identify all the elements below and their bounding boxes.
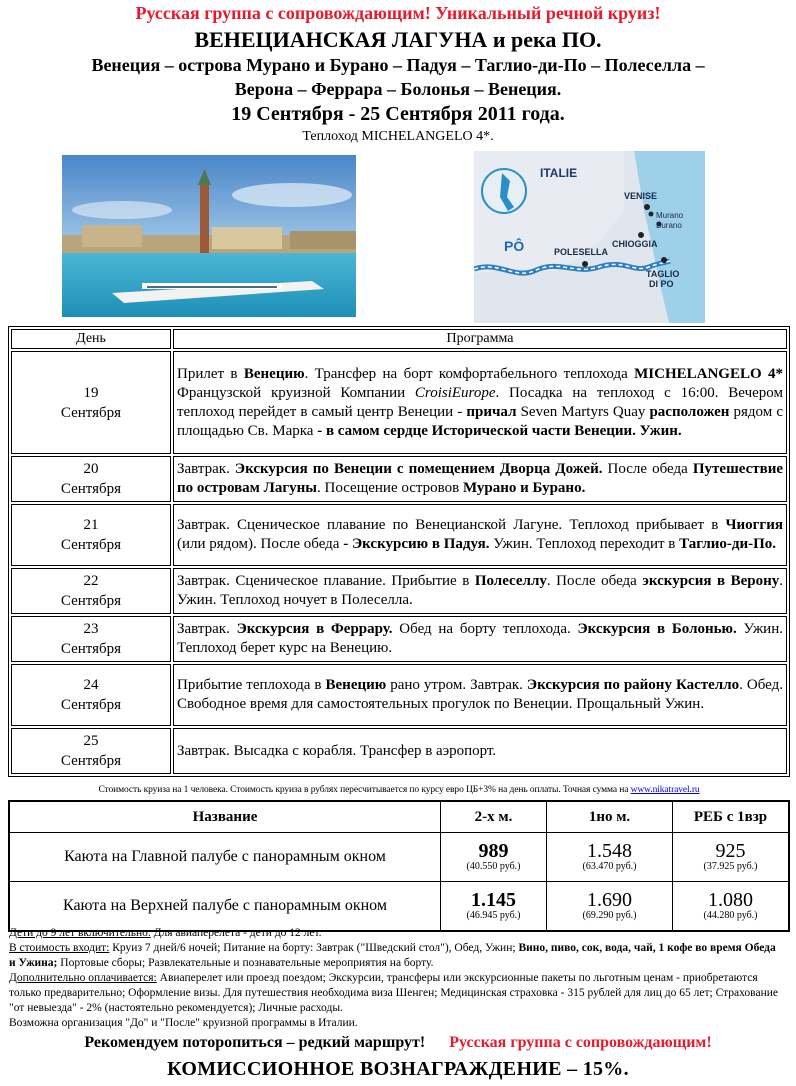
price-col-single: 1но м. (547, 801, 673, 833)
price-cell: 925 (37.925 руб.) (673, 833, 790, 882)
price-col-double: 2-х м. (441, 801, 547, 833)
program-cell: Завтрак. Сценическое плавание по Венецианской Лагуне. Теплоход прибывает в Чиоггия (или рядом). После обеда - Экскурсию в Падуя. Ужин. Теплоход переходит в Таглио-ди-По. (173, 504, 787, 566)
program-cell: Завтрак. Сценическое плавание. Прибытие в Полеселлу. После обеда экскурсия в Верону. Ужин. Теплоход ночует в Полеселла. (173, 568, 787, 614)
map-city-taglio: TAGLIO (646, 269, 680, 279)
day-cell: 20 Сентября (11, 456, 171, 502)
col-day-header: День (11, 329, 171, 349)
day-cell: 23 Сентября (11, 616, 171, 662)
map-country: ITALIE (540, 166, 578, 180)
map-city-dipo: DI PO (649, 279, 674, 289)
route-line-1: Венеция – острова Мурано и Бурано – Падуя – Таглио-ди-По – Полеселла – (91, 55, 705, 75)
map-city-burano: Burano (656, 221, 682, 230)
program-cell: Завтрак. Высадка с корабля. Трансфер в аэропорт. (173, 728, 787, 774)
table-row (11, 504, 787, 566)
tagline: Русская группа с сопровождающим! Уникальный речной круиз! (135, 3, 661, 23)
day-cell: 25 Сентября (11, 728, 171, 774)
price-cell: 1.690 (69.290 руб.) (547, 882, 673, 932)
included-note: В стоимость входит: Круиз 7 дней/6 ночей; Питание на борту: Завтрак ("Шведский стол"), Обед, Ужин; Вино, пиво, сок, вода, чай, 1 кофе во время Обеда и Ужина; Портовые сборы; Развлекательные и познавательные мероприятия на борту. (9, 942, 776, 969)
commission: КОМИССИОННОЕ ВОЗНАГРАЖДЕНИЕ – 15%. (167, 1058, 629, 1080)
table-row (11, 568, 787, 614)
possible-note: Возможна организация "До" и "После" круизной программы в Италии. (9, 1017, 358, 1029)
site-link[interactable]: www.nikatravel.ru (630, 785, 700, 795)
map-river: PÔ (504, 238, 525, 254)
table-row (11, 456, 787, 502)
map-city-murano: Murano (656, 211, 684, 220)
route-line-2: Верона – Феррара – Болонья – Венеция. (234, 79, 562, 99)
map-city-venise: VENISE (624, 191, 658, 201)
program-cell: Завтрак. Экскурсия в Феррару. Обед на борту теплохода. Экскурсия в Болонью. Ужин. Теплоход берет курс на Венецию. (173, 616, 787, 662)
program-cell: Прилет в Венецию. Трансфер на борт комфортабельного теплохода MICHELANGELO 4* Французской круизной Компании CroisiEurope. Посадка на теплоход с 16:00. Вечером теплоход перейдет в самый центр Венеции - причал Seven Martyrs Quay расположен рядом с площадью Св. Марка - в самом сердце Исторической части Венеции. Ужин. (173, 351, 787, 454)
cabin-name: Каюта на Главной палубе с панорамным окном (9, 833, 441, 882)
venice-photo (62, 155, 356, 317)
day-cell: 19 Сентября (11, 351, 171, 454)
children-note: Дети до 9 лет включительно. Для авиаперелета - дети до 12 лет. (9, 927, 322, 939)
program-table (8, 326, 790, 777)
page-title: ВЕНЕЦИАНСКАЯ ЛАГУНА и река ПО. (194, 27, 602, 52)
day-cell: 21 Сентября (11, 504, 171, 566)
table-row (11, 728, 787, 774)
extra-note: Дополнительно оплачивается: Авиаперелет или проезд поездом; Экскурсии, трансферы или экскурсионные пакеты по льготным ценам - приобретаются только предварительно; Оформление визы. Для путешествия необходима виза Шенген; Медицинская страховка - 315 рублей для лиц до 65 лет; Страхование "от невыезда" - 2% (настоятельно рекомендуется); Личные расходы. (9, 972, 778, 1014)
program-cell: Прибытие теплохода в Венецию рано утром. Завтрак. Экскурсия по району Кастелло. Обед. Свободное время для самостоятельных прогулок по Венеции. Прощальный Ужин. (173, 664, 787, 726)
col-program-header: Программа (173, 329, 787, 349)
map-city-polesella: POLESELLA (554, 247, 609, 257)
price-table (8, 800, 790, 932)
route-map (474, 151, 705, 323)
price-cell: 989 (40.550 руб.) (441, 833, 547, 882)
table-row (9, 882, 789, 932)
table-row (11, 351, 787, 454)
recommend-line: Рекомендуем поторопиться – редкий маршрут! Русская группа с сопровождающим! (84, 1034, 712, 1051)
price-col-name: Название (9, 801, 441, 833)
price-cell: 1.080 (44.280 руб.) (673, 882, 790, 932)
notes (9, 926, 785, 1031)
day-cell: 22 Сентября (11, 568, 171, 614)
cost-note: Стоимость круиза на 1 человека. Стоимость круиза в рублях пересчитывается по курсу евро ЦБ+3% на день оплаты. Точная сумма на www.nikatravel.ru (98, 785, 700, 795)
price-col-child: РЕБ с 1взр (673, 801, 790, 833)
price-cell: 1.145 (46.945 руб.) (441, 882, 547, 932)
table-row (11, 664, 787, 726)
program-cell: Завтрак. Экскурсия по Венеции с помещением Дворца Дожей. После обеда Путешествие по островам Лагуны. Посещение островов Мурано и Бурано. (173, 456, 787, 502)
map-city-chioggia: CHIOGGIA (612, 239, 658, 249)
table-row (9, 833, 789, 882)
cabin-name: Каюта на Верхней палубе с панорамным окном (9, 882, 441, 932)
price-cell: 1.548 (63.470 руб.) (547, 833, 673, 882)
day-cell: 24 Сентября (11, 664, 171, 726)
table-row (11, 616, 787, 662)
ship-name: Теплоход MICHELANGELO 4*. (302, 129, 494, 144)
cruise-dates: 19 Сентября - 25 Сентября 2011 года. (231, 103, 565, 125)
